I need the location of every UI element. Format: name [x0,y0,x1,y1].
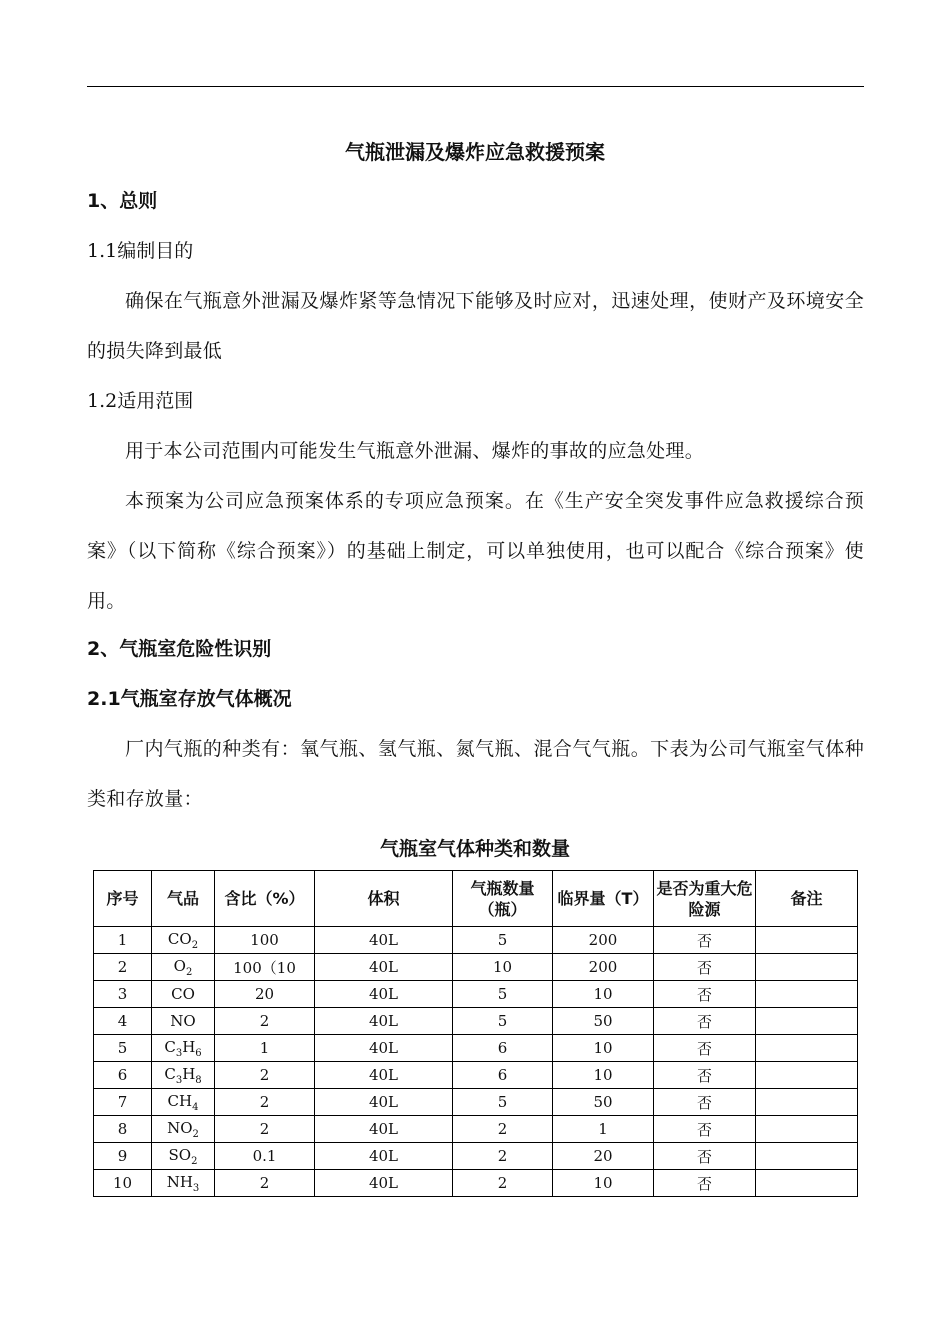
formula-part: C [164,1037,176,1056]
ratio-cell: 2 [215,1089,315,1116]
critical-amount-cell: 1 [553,1116,654,1143]
critical-amount-cell: 20 [553,1143,654,1170]
note-cell [756,954,858,981]
formula-part: H [182,1037,196,1056]
cylinder-count-cell: 5 [453,1008,553,1035]
note-cell [756,1035,858,1062]
table-header-row [94,871,858,927]
table-row [94,1089,858,1116]
note-cell [756,1143,858,1170]
gas-formula-cell [152,1035,215,1062]
ratio-cell: 2 [215,1170,315,1197]
formula-part: C [164,1064,176,1083]
critical-amount-cell: 10 [553,1035,654,1062]
formula-part: CO [171,985,195,1003]
ratio-cell: 0.1 [215,1143,315,1170]
volume-cell: 40L [315,1008,453,1035]
gas-formula-cell [152,1008,215,1035]
volume-cell: 40L [315,1116,453,1143]
cylinder-count-cell: 6 [453,1035,553,1062]
volume-cell: 40L [315,981,453,1008]
header-cell: 临界量（T） [553,871,654,927]
formula-part: 3 [175,1047,183,1059]
header-cell: 序号 [94,871,152,927]
table-row [94,1062,858,1089]
header-cell: 气品 [152,871,215,927]
formula-part: 4 [192,1101,199,1113]
header-rule [87,86,864,87]
cylinder-count-cell: 2 [453,1143,553,1170]
row-number-cell: 7 [94,1089,152,1116]
critical-amount-cell: 200 [553,954,654,981]
note-cell [756,1008,858,1035]
ratio-cell: 100 [215,927,315,954]
formula-part: CO [167,929,192,948]
note-cell [756,1089,858,1116]
scope-paragraph: 用于本公司范围内可能发生气瓶意外泄漏、爆炸的事故的应急处理。 [125,440,705,462]
table-row [94,981,858,1008]
gas-formula-cell [152,1143,215,1170]
critical-amount-cell: 10 [553,981,654,1008]
section-1-2-heading: 1.2适用范围 [87,390,194,412]
note-cell [756,1170,858,1197]
volume-cell: 40L [315,1143,453,1170]
note-cell [756,1062,858,1089]
critical-amount-cell: 200 [553,927,654,954]
formula-part: 6 [195,1047,202,1059]
section-1-heading: 1、总则 [87,190,158,212]
ratio-cell: 100（10 [215,954,315,981]
document-title: 气瓶泄漏及爆炸应急救援预案 [345,140,605,164]
note-cell [756,927,858,954]
header-cell: 备注 [756,871,858,927]
formula-part: 2 [191,939,199,951]
cylinder-count-cell: 5 [453,981,553,1008]
formula-part: 8 [195,1074,202,1086]
table-row [94,1035,858,1062]
formula-part: 3 [192,1182,200,1194]
formula-part: CH [167,1091,193,1110]
cylinder-count-cell: 5 [453,927,553,954]
major-hazard-cell: 否 [654,954,756,981]
formula-part: NH [166,1172,193,1191]
section-1-1-heading: 1.1编制目的 [87,240,194,262]
major-hazard-cell: 否 [654,1116,756,1143]
major-hazard-cell: 否 [654,1089,756,1116]
major-hazard-cell: 否 [654,1062,756,1089]
cylinder-count-cell: 5 [453,1089,553,1116]
table-row [94,1143,858,1170]
cylinder-count-cell: 2 [453,1170,553,1197]
formula-part: 2 [191,1155,198,1167]
ratio-cell: 20 [215,981,315,1008]
table-row [94,927,858,954]
volume-cell: 40L [315,1035,453,1062]
table-row [94,1008,858,1035]
gas-inventory-table [93,870,858,1197]
row-number-cell: 8 [94,1116,152,1143]
major-hazard-cell: 否 [654,1035,756,1062]
gas-formula-cell [152,1116,215,1143]
cylinder-count-cell: 10 [453,954,553,981]
row-number-cell: 6 [94,1062,152,1089]
formula-part: NO [167,1118,193,1137]
gas-formula-cell [152,1089,215,1116]
gas-formula-cell [152,954,215,981]
major-hazard-cell: 否 [654,981,756,1008]
ratio-cell: 2 [215,1116,315,1143]
volume-cell: 40L [315,954,453,981]
gas-formula-cell [152,927,215,954]
volume-cell: 40L [315,927,453,954]
formula-part: O [173,956,186,975]
volume-cell: 40L [315,1170,453,1197]
cylinder-count-cell: 2 [453,1116,553,1143]
row-number-cell: 3 [94,981,152,1008]
row-number-cell: 2 [94,954,152,981]
formula-part: 3 [175,1074,183,1086]
section-2-1-heading: 2.1气瓶室存放气体概况 [87,688,292,710]
row-number-cell: 9 [94,1143,152,1170]
header-cell: 含比（%） [215,871,315,927]
major-hazard-cell: 否 [654,1170,756,1197]
gas-formula-cell [152,981,215,1008]
header-cell: 气瓶数量（瓶） [453,871,553,927]
formula-part: NO [170,1012,196,1030]
gas-formula-cell [152,1170,215,1197]
table-caption: 气瓶室气体种类和数量 [379,838,570,860]
table-row [94,1116,858,1143]
major-hazard-cell: 否 [654,1143,756,1170]
critical-amount-cell: 50 [553,1089,654,1116]
section-2-heading: 2、气瓶室危险性识别 [87,638,272,660]
major-hazard-cell: 否 [654,1008,756,1035]
ratio-cell: 2 [215,1008,315,1035]
table-row [94,1170,858,1197]
note-cell [756,981,858,1008]
plan-paragraph: 本预案为公司应急预案体系的专项应急预案。在《生产安全突发事件应急救援综合预案》（以下简称《综合预案》）的基础上制定，可以单独使用，也可以配合《综合预案》使用。 [87,490,864,612]
note-cell [756,1116,858,1143]
volume-cell: 40L [315,1089,453,1116]
row-number-cell: 10 [94,1170,152,1197]
critical-amount-cell: 50 [553,1008,654,1035]
volume-cell: 40L [315,1062,453,1089]
gas-overview-paragraph: 厂内气瓶的种类有：氧气瓶、氢气瓶、氮气瓶、混合气气瓶。下表为公司气瓶室气体种类和存放量： [87,738,864,810]
ratio-cell: 1 [215,1035,315,1062]
critical-amount-cell: 10 [553,1170,654,1197]
header-cell: 是否为重大危险源 [654,871,756,927]
gas-formula-cell [152,1062,215,1089]
ratio-cell: 2 [215,1062,315,1089]
formula-part: SO [168,1145,192,1164]
row-number-cell: 4 [94,1008,152,1035]
table-row [94,954,858,981]
purpose-paragraph: 确保在气瓶意外泄漏及爆炸紧等急情况下能够及时应对，迅速处理，使财产及环境安全的损失降到最低 [87,290,864,362]
row-number-cell: 5 [94,1035,152,1062]
formula-part: H [182,1064,196,1083]
header-cell: 体积 [315,871,453,927]
critical-amount-cell: 10 [553,1062,654,1089]
row-number-cell: 1 [94,927,152,954]
major-hazard-cell: 否 [654,927,756,954]
formula-part: 2 [192,1128,199,1140]
formula-part: 2 [185,966,193,978]
cylinder-count-cell: 6 [453,1062,553,1089]
